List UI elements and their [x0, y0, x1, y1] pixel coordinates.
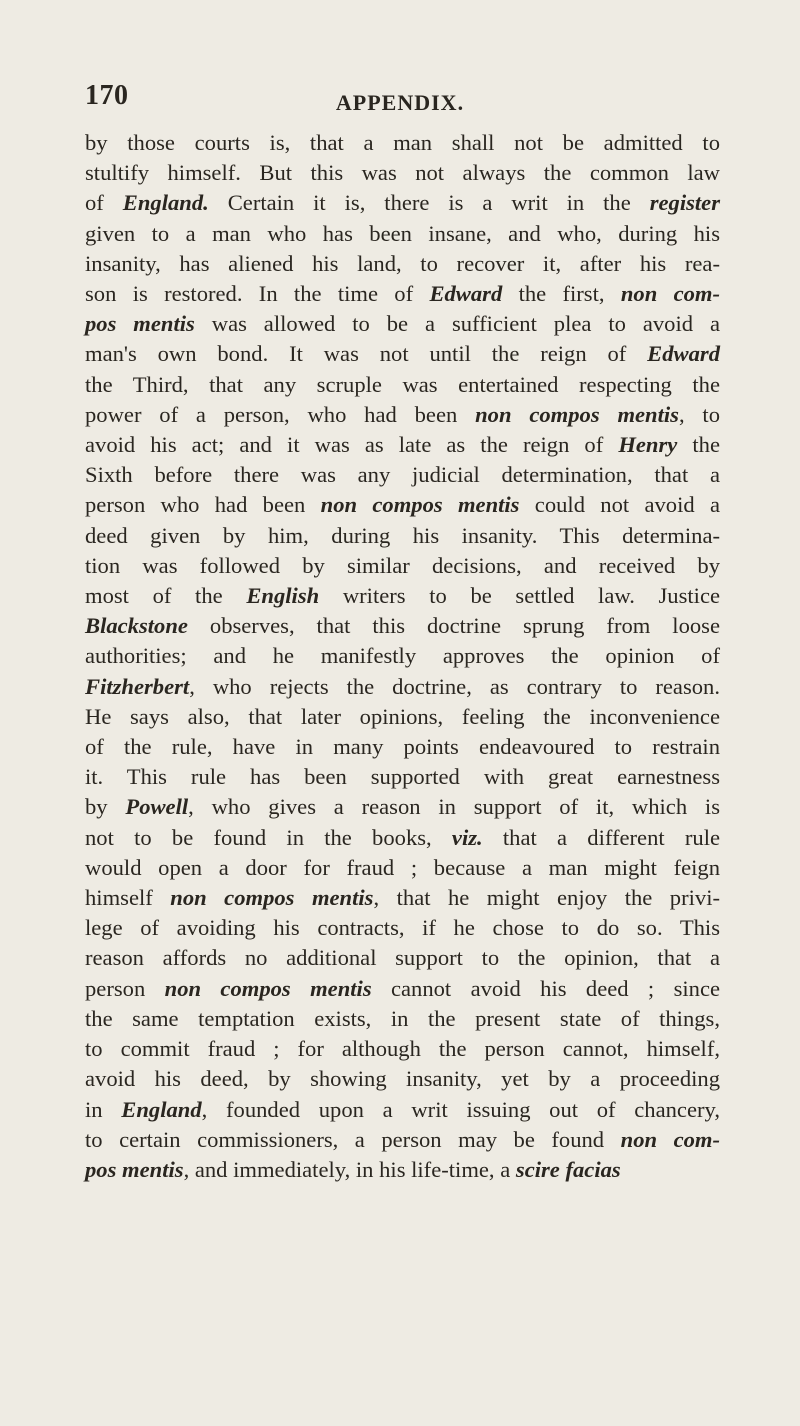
text-line [85, 883, 720, 913]
text-segment: himself [85, 885, 171, 911]
text-line [85, 581, 720, 611]
text-segment: could not avoid a [519, 492, 720, 518]
italic-text: non compos mentis [164, 975, 372, 1001]
page-number: 170 [85, 80, 129, 111]
text-segment: was allowed to be a sufficient plea to avoid a [194, 311, 720, 337]
text-line [85, 1064, 720, 1094]
text-segment: given to a man who has been insane, and who, during his [85, 220, 720, 246]
text-line [85, 521, 720, 551]
text-line [85, 702, 720, 732]
text-segment: tion was followed by similar decisions, and received by [85, 552, 720, 578]
text-segment: observes, that this doctrine sprung from loose [187, 613, 720, 639]
text-line [85, 974, 720, 1004]
text-segment: of the rule, have in many points endeavoured to restrain [85, 734, 720, 760]
text-segment: son is restored. In the time of [85, 281, 430, 307]
italic-text: register [649, 190, 720, 216]
text-segment: to certain commissioners, a person may be found [85, 1126, 621, 1152]
body-text [85, 128, 720, 1185]
text-line [85, 943, 720, 973]
italic-text: Henry [618, 432, 678, 458]
running-head: APPENDIX. [335, 90, 465, 115]
text-line [85, 339, 720, 369]
text-line [85, 430, 720, 460]
text-segment: Certain it is, there is a writ in the [208, 190, 650, 216]
page-header [85, 80, 715, 120]
text-line [85, 370, 720, 400]
text-segment: , and immediately, in his life-time, a [183, 1156, 516, 1182]
text-line [85, 460, 720, 490]
text-line [85, 1095, 720, 1125]
text-segment: the same temptation exists, in the present state of things, [85, 1005, 720, 1031]
text-segment: reason affords no additional support to the opinion, that a [85, 945, 720, 971]
text-segment: cannot avoid his deed ; since [371, 975, 721, 1001]
text-segment: the [677, 432, 720, 458]
text-segment: by [85, 794, 126, 820]
italic-text: Fitzherbert [85, 673, 190, 699]
text-segment: , that he might enjoy the privi- [373, 885, 720, 911]
text-line [85, 188, 720, 218]
text-segment: , founded upon a writ issuing out of chancery, [201, 1096, 720, 1122]
text-line [85, 400, 720, 430]
text-line [85, 672, 720, 702]
text-segment: in [85, 1096, 122, 1122]
text-segment: most of the [85, 583, 247, 609]
text-segment: stultify himself. But this was not always the common law [85, 160, 720, 186]
text-line [85, 219, 720, 249]
text-segment: would open a door for fraud ; because a man might feign [85, 854, 720, 880]
italic-text: Powell [125, 794, 189, 820]
text-line [85, 128, 720, 158]
text-line [85, 641, 720, 671]
italic-text: pos mentis [85, 1156, 184, 1182]
text-segment: lege of avoiding his contracts, if he chose to do so. This [85, 915, 720, 941]
italic-text: England [121, 1096, 202, 1122]
text-segment: person who had been [85, 492, 321, 518]
text-segment: the Third, that any scruple was entertained respecting the [85, 371, 720, 397]
text-line [85, 853, 720, 883]
text-segment: by those courts is, that a man shall not be admitted to [85, 130, 720, 155]
text-line [85, 1155, 720, 1185]
text-segment: , who rejects the doctrine, as contrary to reason. [189, 673, 720, 699]
italic-text: England. [122, 190, 209, 216]
text-segment: authorities; and he manifestly approves the opinion of [85, 643, 720, 669]
text-segment: man's own bond. It was not until the reign of [85, 341, 648, 367]
italic-text: non compos mentis [170, 885, 374, 911]
italic-text: Edward [647, 341, 720, 367]
text-segment: avoid his deed, by showing insanity, yet by a proceeding [85, 1066, 720, 1092]
italic-text: Blackstone [85, 613, 188, 639]
text-segment: not to be found in the books, [85, 824, 452, 850]
text-segment: to commit fraud ; for although the person cannot, himself, [85, 1036, 720, 1062]
italic-text: scire facias [515, 1156, 621, 1182]
text-line [85, 762, 720, 792]
text-segment: the first, [502, 281, 621, 307]
text-line [85, 1034, 720, 1064]
text-line [85, 792, 720, 822]
text-line [85, 1125, 720, 1155]
italic-text: Edward [429, 281, 503, 307]
text-line [85, 279, 720, 309]
text-segment: deed given by him, during his insanity. This determina- [85, 522, 720, 548]
text-line [85, 309, 720, 339]
italic-text: non com- [620, 1126, 720, 1152]
text-segment: of [85, 190, 123, 216]
text-line [85, 249, 720, 279]
italic-text: English [246, 583, 320, 609]
italic-text: non com- [620, 281, 721, 307]
text-segment: writers to be settled law. Justice [319, 583, 721, 609]
text-line [85, 611, 720, 641]
text-line [85, 551, 720, 581]
text-segment: Sixth before there was any judicial determination, that a [85, 462, 720, 488]
text-segment: , to [678, 401, 721, 427]
text-segment: person [85, 975, 165, 1001]
text-line [85, 1004, 720, 1034]
italic-text: non compos mentis [320, 492, 520, 518]
text-segment: avoid his act; and it was as late as the reign of [85, 432, 619, 458]
text-line [85, 732, 720, 762]
italic-text: non compos mentis [475, 401, 679, 427]
text-line [85, 913, 720, 943]
text-segment: , who gives a reason in support of it, which is [188, 794, 720, 820]
italic-text: pos mentis [85, 311, 195, 337]
text-segment: power of a person, who had been [85, 401, 476, 427]
text-line [85, 158, 720, 188]
text-segment: He says also, that later opinions, feeling the inconvenience [85, 703, 720, 729]
italic-text: viz. [451, 824, 483, 850]
text-line [85, 823, 720, 853]
text-segment: that a different rule [482, 824, 721, 850]
text-line [85, 490, 720, 520]
text-segment: it. This rule has been supported with great earnestness [85, 764, 720, 790]
text-segment: insanity, has aliened his land, to recover it, after his rea- [85, 250, 720, 276]
